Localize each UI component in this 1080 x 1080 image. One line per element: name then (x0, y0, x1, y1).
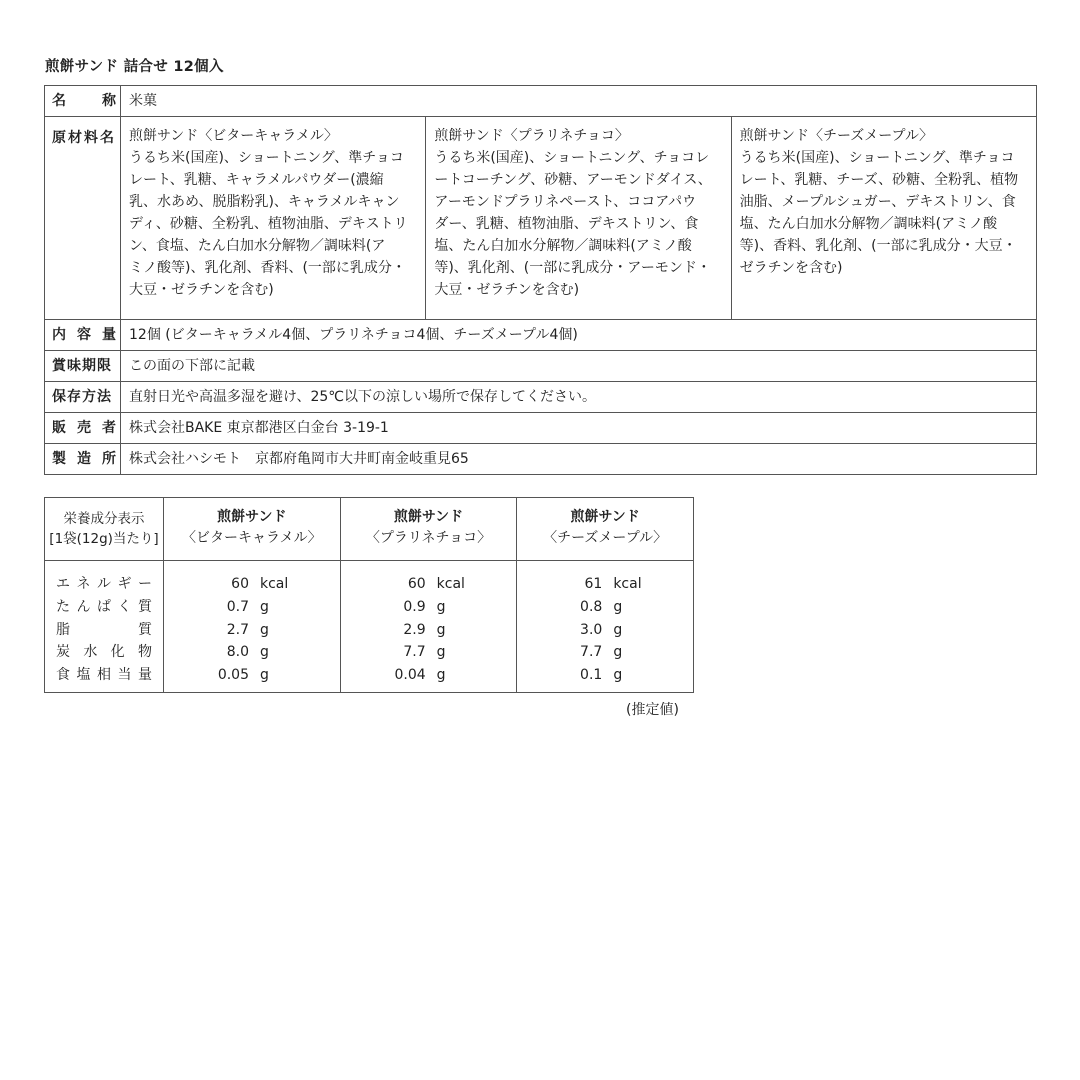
nutrition-col-bitter-caramel: 煎餅サンド 〈ビターキャラメル〉 (164, 498, 341, 561)
estimate-note: (推定値) (626, 702, 679, 718)
content-row (45, 320, 1037, 351)
nutrition-values-praline-choco: 60 kcal 0.9 g 2.9 g 7.7 g 0.04 g (340, 561, 517, 693)
ingredient-list: うるち米(国産)、ショートニング、準チョコ レート、乳糖、キャラメルパウダー(濃縮 乳、水あめ、脱脂粉乳)、キャラメルキャン ディ、砂糖、全粉乳、植物油脂、デキストリ ン、食塩、たん白加水分解物／調味料(ア ミノ酸等)、乳化剤、香料、(一部に乳成分・ 大豆・ゼラチンを含む) (129, 150, 408, 298)
ingredients-cheese-maple (731, 117, 1036, 320)
ingredient-product-name: 煎餅サンド〈プラリネチョコ〉 (434, 128, 629, 144)
nutrition-col-cheese-maple: 煎餅サンド 〈チーズメープル〉 (517, 498, 694, 561)
fat-label: 脂 質 (56, 621, 152, 638)
content-value: 12個 (ビターキャラメル4個、プラリネチョコ4個、チーズメープル4個) (121, 320, 1037, 351)
carbohydrate-label: 炭 水 化 物 (56, 644, 152, 661)
ingredient-product-name: 煎餅サンド〈ビターキャラメル〉 (129, 128, 338, 144)
energy-label: エ ネ ル ギ ー (56, 576, 152, 592)
nutrition-col-praline-choco: 煎餅サンド 〈プラリネチョコ〉 (340, 498, 517, 561)
nutrition-header-row (45, 498, 694, 561)
seller-header: 販 売 者 (45, 413, 121, 444)
maker-header: 製 造 所 (45, 444, 121, 475)
nutrition-corner: 栄養成分表示 [1袋(12g)当たり] (45, 498, 164, 561)
name-value: 米菓 (121, 86, 1037, 117)
nutrition-labels (45, 561, 164, 693)
salt-label: 食 塩 相 当 量 (56, 667, 152, 684)
ingredient-list: うるち米(国産)、ショートニング、準チョコ レート、乳糖、チーズ、砂糖、全粉乳、植物 油脂、メープルシュガー、デキストリン、食 塩、たん白加水分解物／調味料(アミノ酸 等)、香料、乳化剤、(一部に乳成分・大豆・ ゼラチンを含む) (739, 150, 1019, 276)
name-header: 名 称 (45, 86, 121, 117)
seller-value: 株式会社BAKE 東京都港区白金台 3-19-1 (121, 413, 1037, 444)
nutrition-body-row (45, 561, 694, 693)
expiry-value: この面の下部に記載 (121, 351, 1037, 382)
ingredients-header: 原材料名 (45, 117, 121, 320)
storage-row (45, 382, 1037, 413)
storage-value: 直射日光や高温多湿を避け、25℃以下の涼しい場所で保存してください。 (121, 382, 1037, 413)
nutrition-table (44, 497, 694, 693)
ingredient-product-name: 煎餅サンド〈チーズメープル〉 (739, 128, 933, 144)
maker-value: 株式会社ハシモト 京都府亀岡市大井町南金岐重見65 (121, 444, 1037, 475)
storage-header: 保存方法 (45, 382, 121, 413)
product-label-table (44, 85, 1037, 475)
product-title: 煎餅サンド 詰合せ 12個入 (45, 59, 224, 75)
ingredients-bitter-caramel (121, 117, 426, 320)
protein-label: た ん ぱ く 質 (56, 598, 152, 615)
name-row (45, 86, 1037, 117)
ingredients-row (45, 117, 1037, 320)
content-header: 内 容 量 (45, 320, 121, 351)
ingredients-praline-choco (426, 117, 731, 320)
seller-row (45, 413, 1037, 444)
nutrition-values-cheese-maple: 61 kcal 0.8 g 3.0 g 7.7 g 0.1 g (517, 561, 694, 693)
ingredient-list: うるち米(国産)、ショートニング、チョコレ ートコーチング、砂糖、アーモンドダイス、 アーモンドプラリネペースト、ココアパウ ダー、乳糖、植物油脂、デキストリン、食 塩、たん白加水分解物／調味料(アミノ酸 等)、乳化剤、(一部に乳成分・アーモンド・ 大豆・ゼラチンを含む) (434, 150, 712, 298)
nutrition-values-bitter-caramel: 60 kcal 0.7 g 2.7 g 8.0 g 0.05 g (164, 561, 341, 693)
expiry-header: 賞味期限 (45, 351, 121, 382)
expiry-row (45, 351, 1037, 382)
maker-row (45, 444, 1037, 475)
